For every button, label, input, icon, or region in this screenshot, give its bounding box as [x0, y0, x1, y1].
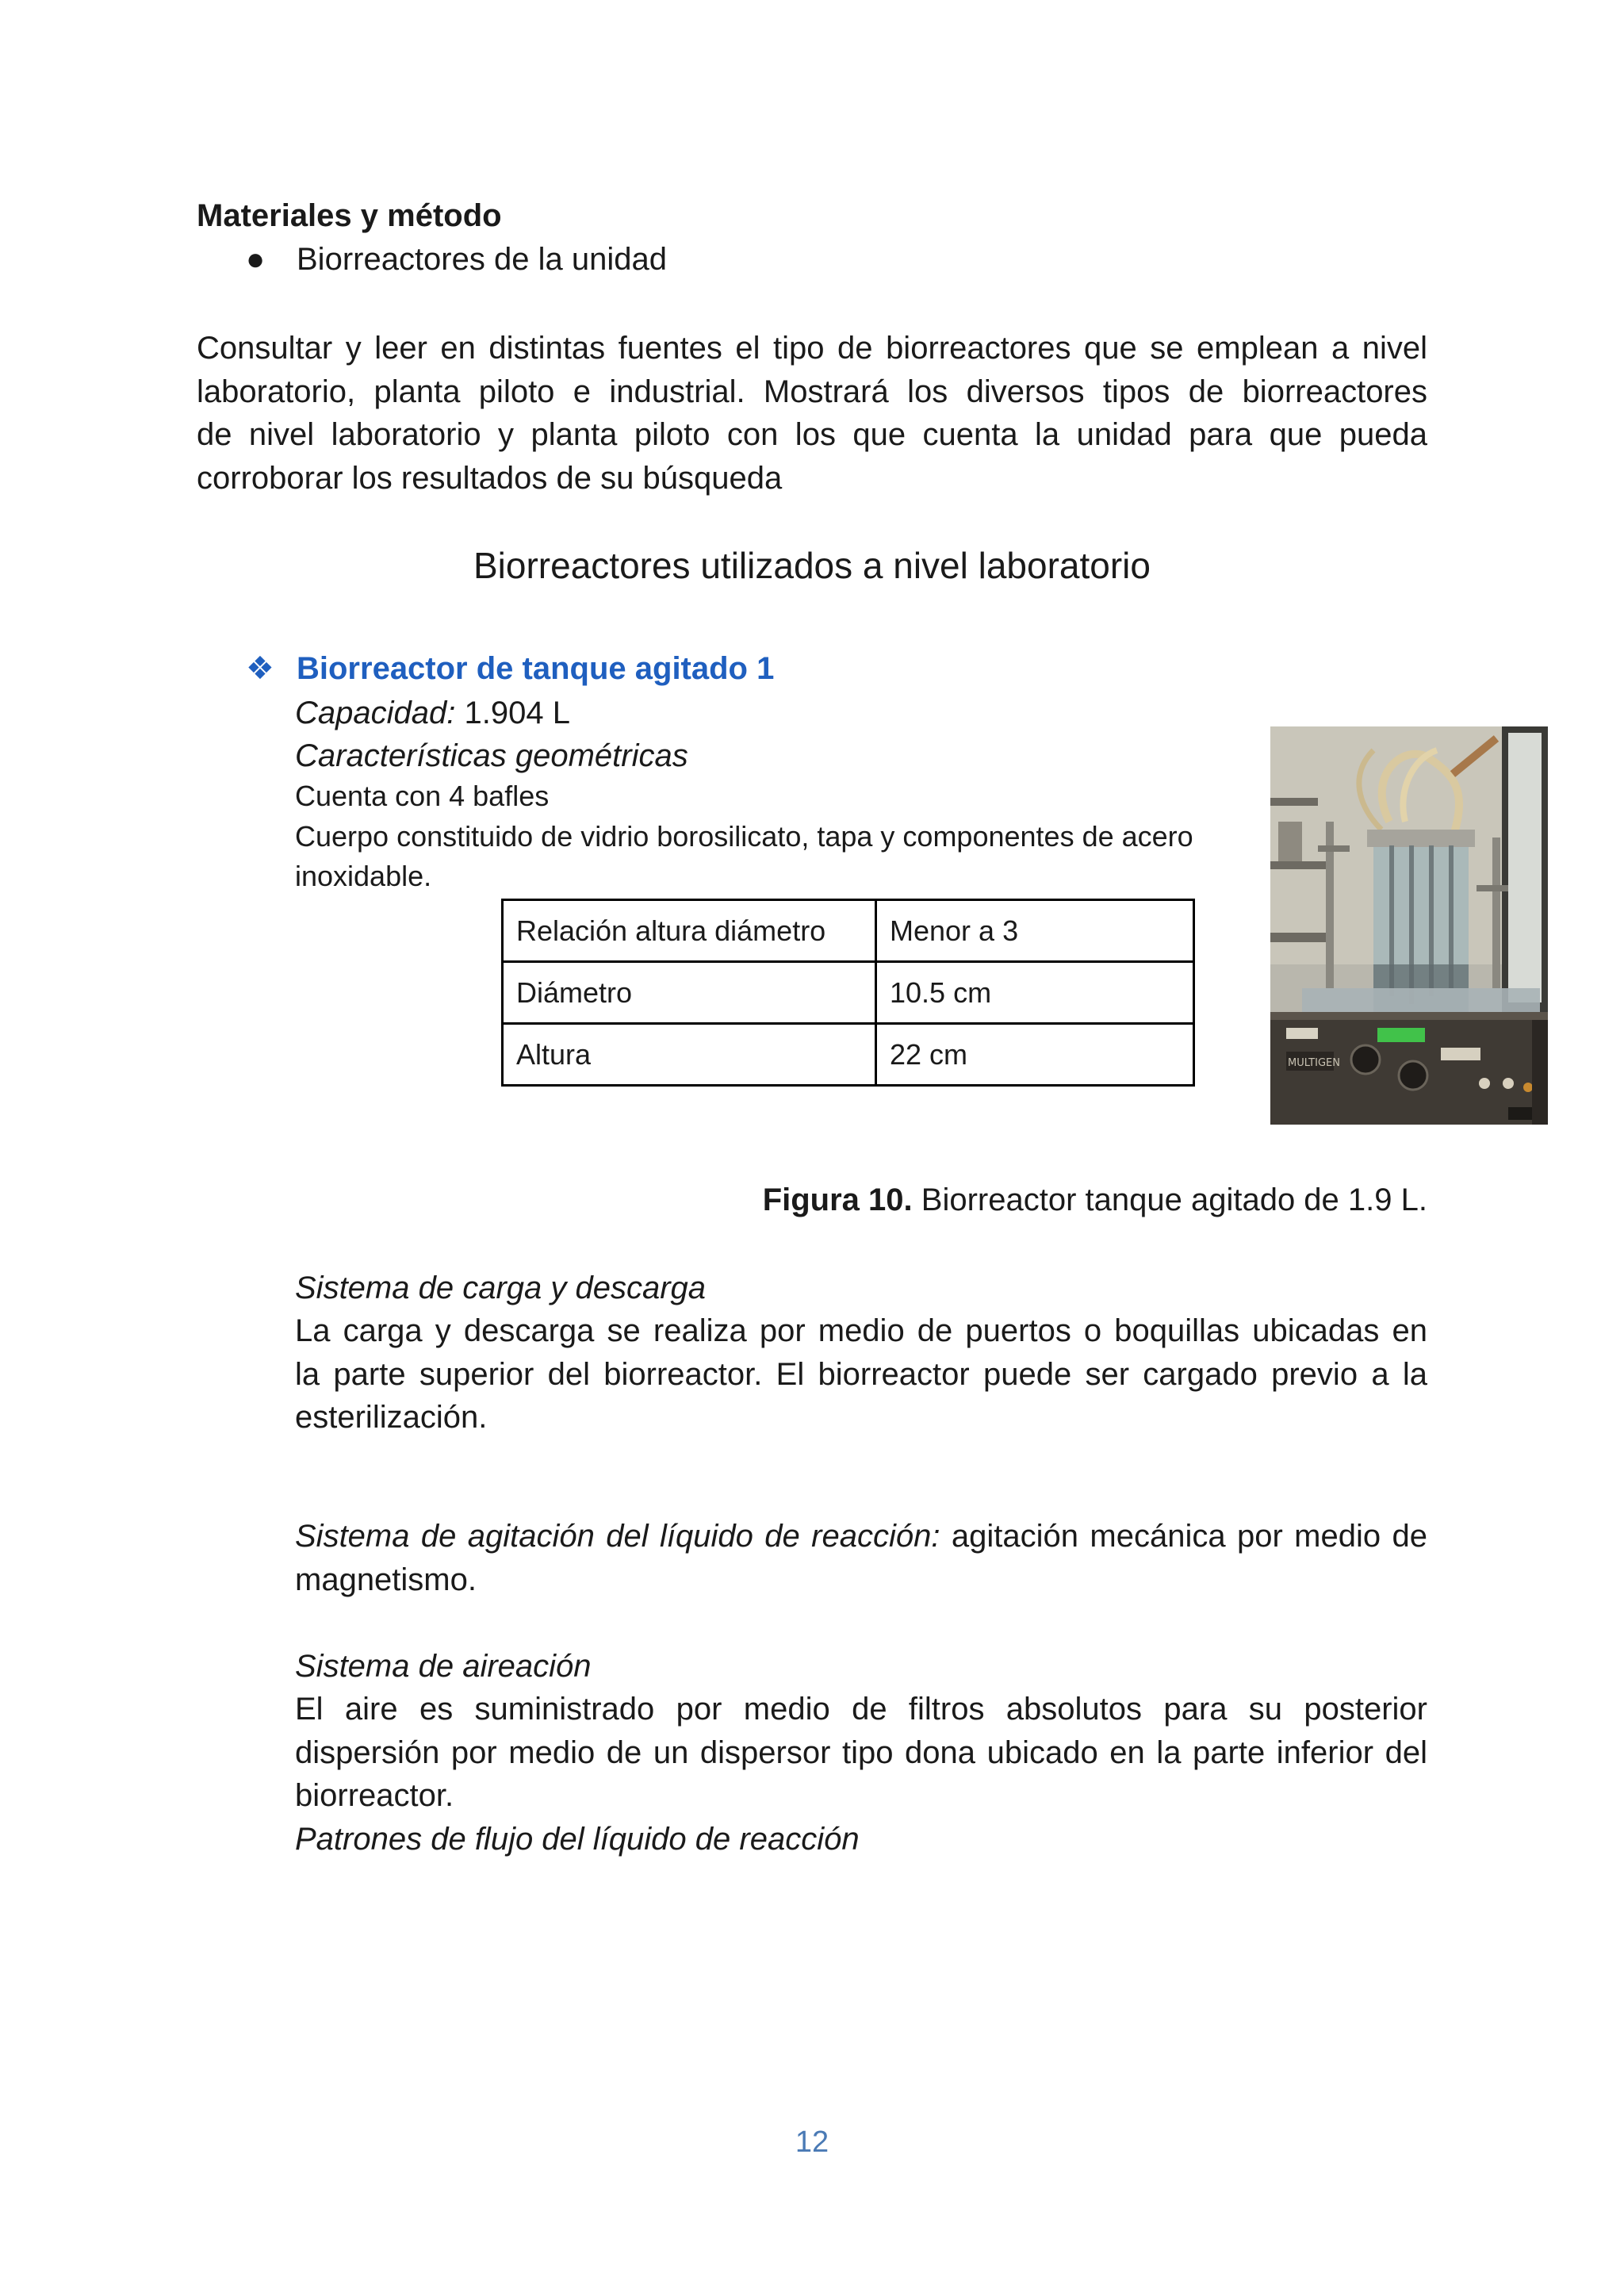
body-line: inoxidable.: [295, 860, 432, 892]
carga-title: Sistema de carga y descarga: [295, 1271, 707, 1305]
centered-title: Biorreactores utilizados a nivel laboratorio: [473, 545, 1151, 586]
aeration-line: biorreactor.: [295, 1778, 454, 1813]
table-cell-label: Diámetro: [503, 962, 876, 1024]
aeration-line: El aire es suministrado por medio de filtros absolutos para su posterior: [295, 1692, 1427, 1727]
intro-line: Consultar y leer en distintas fuentes el tipo de biorreactores que se emplean a nivel: [197, 331, 1427, 366]
carga-line: esterilización.: [295, 1400, 488, 1435]
table-cell-label: Relación altura diámetro: [503, 900, 876, 962]
table-row: [503, 1024, 1194, 1086]
capacity-line: [295, 692, 570, 734]
body-line: Cuerpo constituido de vidrio borosilicato, tapa y componentes de acero: [295, 820, 1193, 853]
diamond-bullet-icon: ❖: [246, 651, 274, 686]
agitation-label: Sistema de agitación del líquido de reacción:: [295, 1519, 940, 1554]
figure-label: Figura 10.: [762, 1182, 913, 1217]
figure-caption: [742, 1179, 1427, 1221]
carga-line: la parte superior del biorreactor. El biorreactor puede ser cargado previo a la: [295, 1356, 1427, 1392]
intro-paragraph: [197, 327, 1427, 500]
geometry-label: Características geométricas: [295, 738, 688, 773]
table-cell-value: Menor a 3: [876, 900, 1194, 962]
agitation-line: magnetismo.: [295, 1562, 477, 1597]
bioreactor-photo: [1270, 726, 1548, 1125]
geometry-table: [501, 899, 1195, 1087]
capacity-value: 1.904 L: [455, 696, 570, 730]
agitation-line: [295, 1515, 1427, 1558]
capacity-label: Capacidad:: [295, 696, 456, 730]
aeration-paragraph: [295, 1688, 1427, 1818]
agitation-paragraph: [295, 1515, 1427, 1601]
section-heading: Materiales y método: [197, 198, 502, 233]
reactor-title: Biorreactor de tanque agitado 1: [297, 651, 775, 686]
figure-caption-text: Biorreactor tanque agitado de 1.9 L.: [912, 1182, 1427, 1217]
panel-brand: MULTIGEN: [1288, 1057, 1340, 1069]
table-cell-value: 22 cm: [876, 1024, 1194, 1086]
table-cell-label: Altura: [503, 1024, 876, 1086]
table-row: [503, 962, 1194, 1024]
table-row: [503, 900, 1194, 962]
intro-line: corroborar los resultados de su búsqueda: [197, 460, 783, 496]
body-description: [295, 817, 1247, 896]
bullet-item: [246, 238, 667, 281]
aeration-line: dispersión por medio de un dispersor tipo dona ubicado en la parte inferior del: [295, 1734, 1427, 1770]
baffles-text: Cuenta con 4 bafles: [295, 780, 550, 812]
carga-line: La carga y descarga se realiza por medio de puertos o boquillas ubicadas en: [295, 1313, 1427, 1348]
bullet-dot-icon: ●: [246, 242, 266, 277]
carga-paragraph: [295, 1309, 1427, 1439]
agitation-text: agitación mecánica por medio de: [940, 1519, 1428, 1554]
aeration-title: Sistema de aireación: [295, 1649, 592, 1684]
table-cell-value: 10.5 cm: [876, 962, 1194, 1024]
flow-patterns-title: Patrones de flujo del líquido de reacción: [295, 1822, 860, 1857]
intro-line: de nivel laboratorio y planta piloto con los que cuenta la unidad para que pueda: [197, 417, 1427, 452]
bullet-text: Biorreactores de la unidad: [297, 242, 667, 277]
intro-line: laboratorio, planta piloto e industrial. Mostrará los diversos tipos de biorreactores: [197, 374, 1427, 409]
reactor-heading: [246, 647, 774, 690]
page-number: 12: [795, 2125, 829, 2159]
